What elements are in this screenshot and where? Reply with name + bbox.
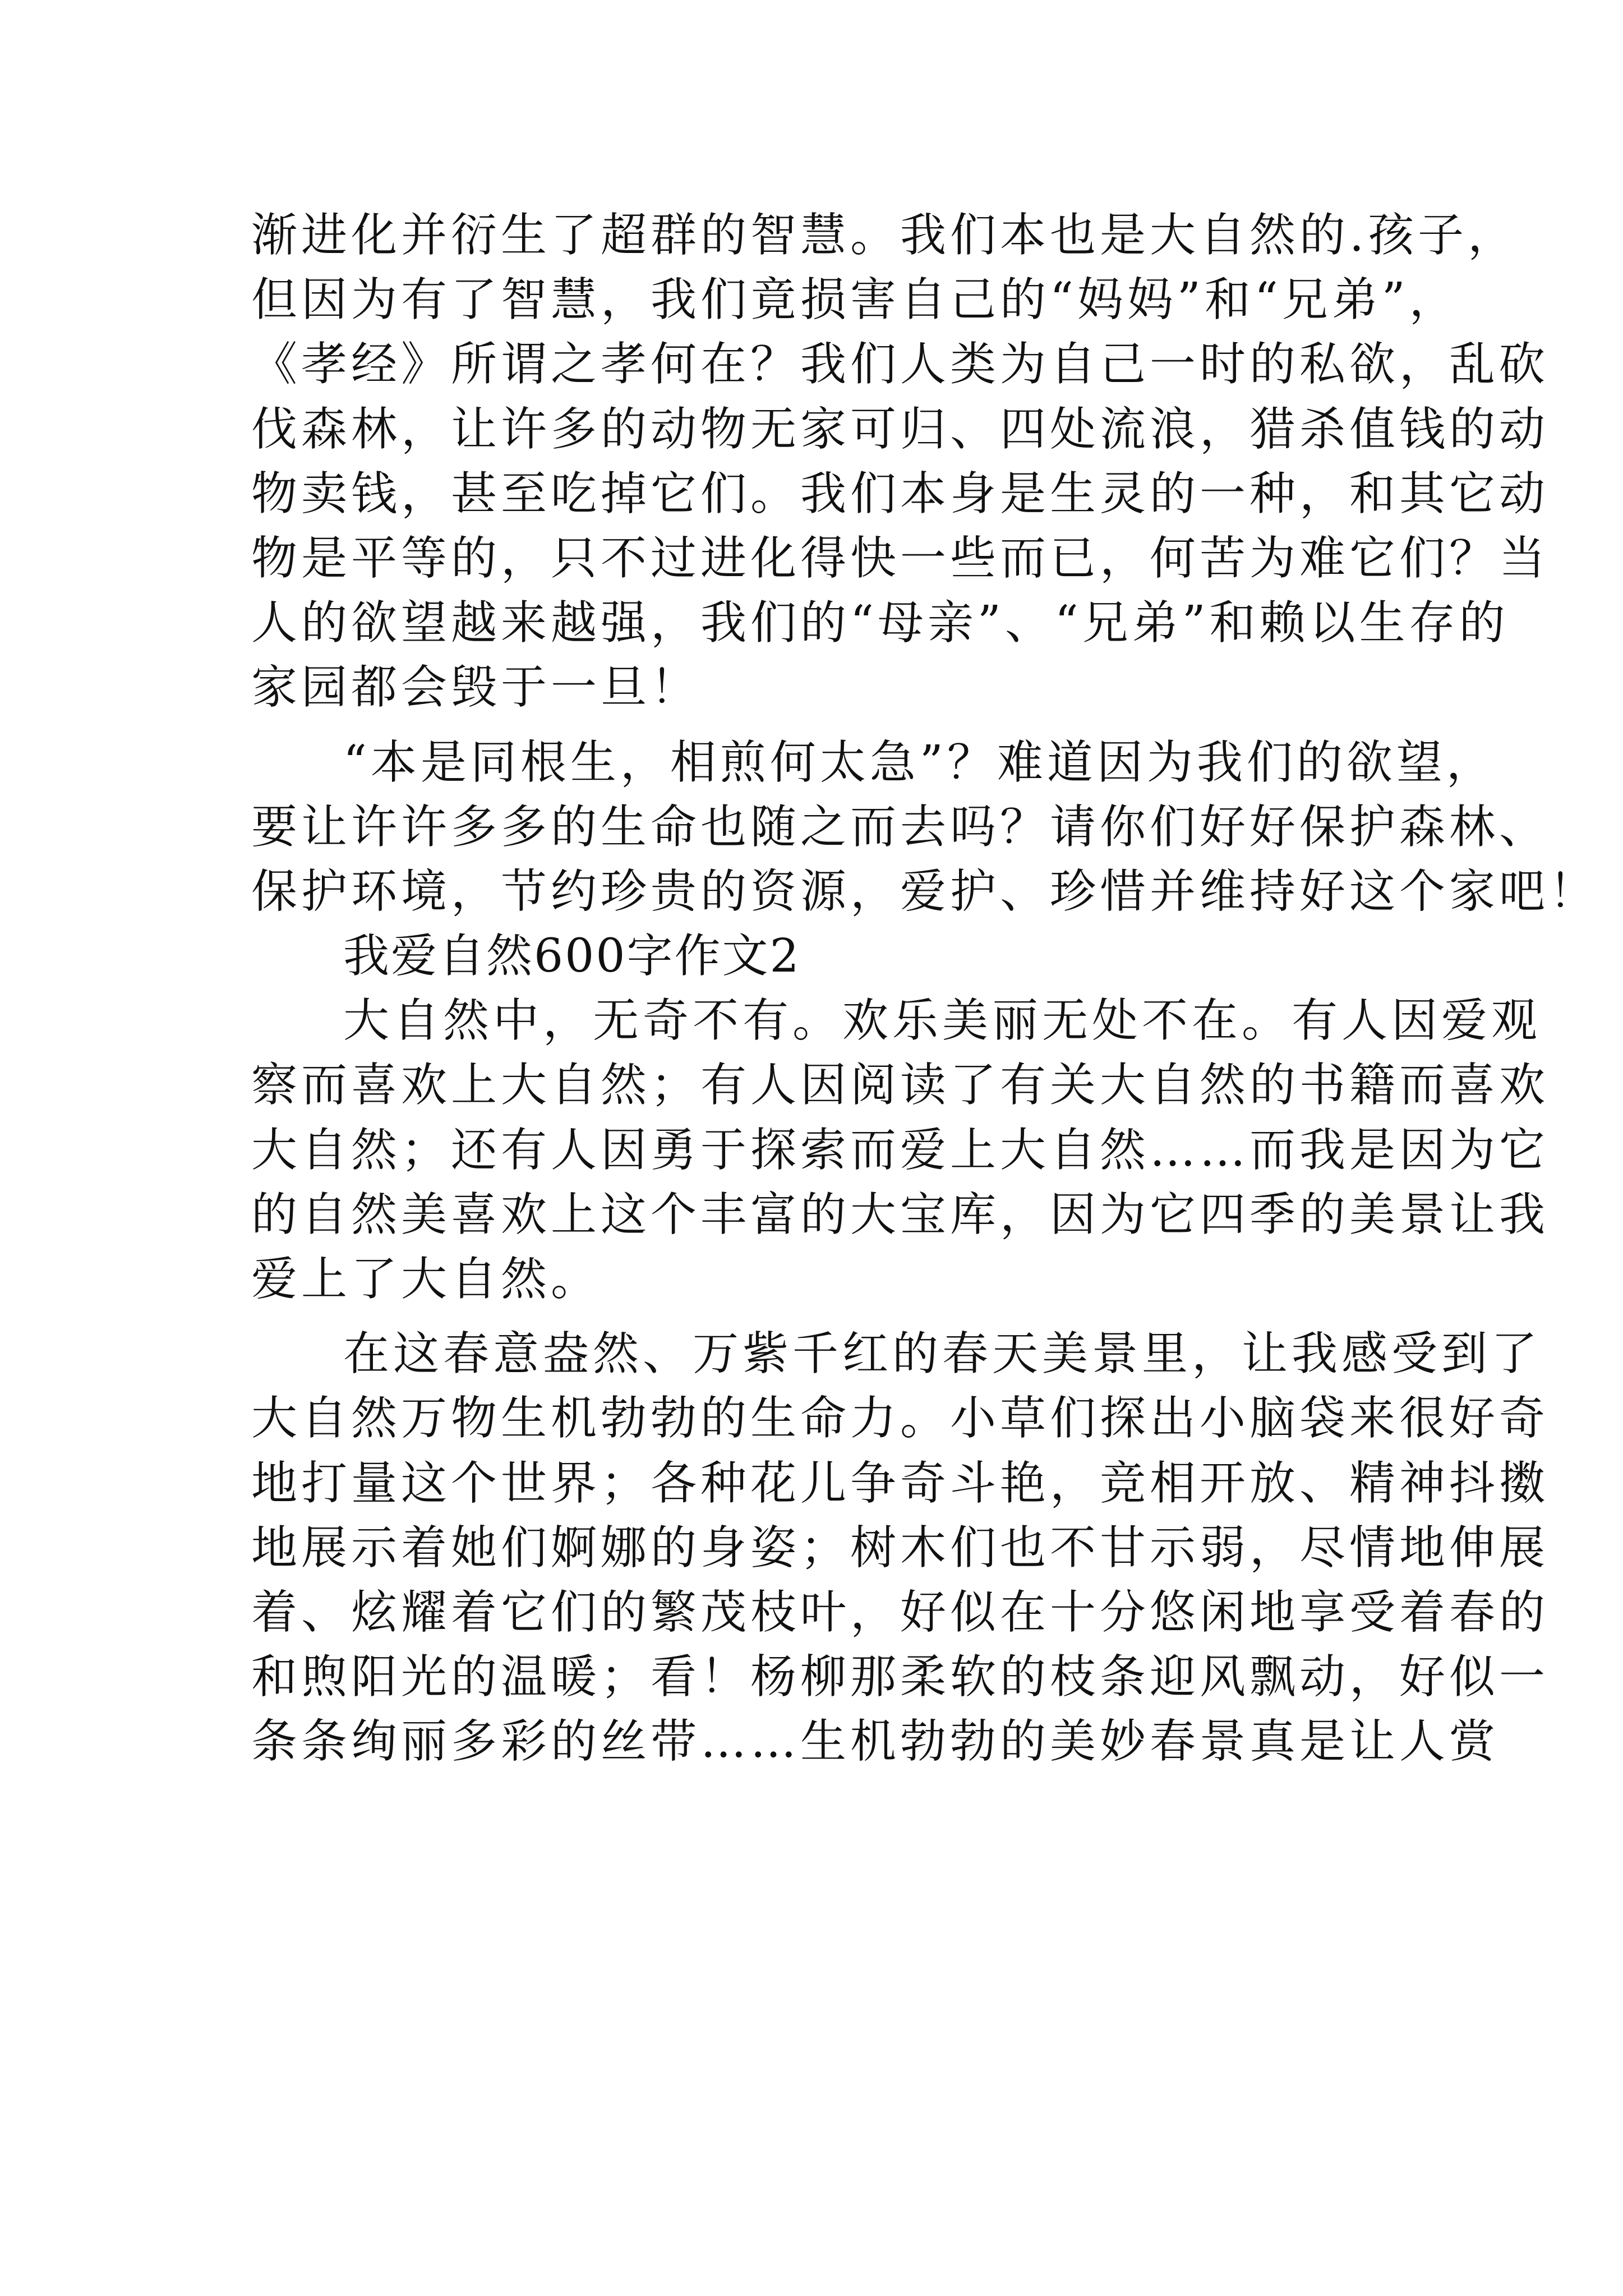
text-line: 物卖钱，甚至吃掉它们。我们本身是生灵的一种，和其它动 — [251, 467, 1550, 521]
text-line: 地打量这个世界；各种花儿争奇斗艳，竞相开放、精神抖擞 — [251, 1456, 1550, 1510]
text-line: 《孝经》所谓之孝何在？我们人类为自己一时的私欲，乱砍 — [251, 338, 1550, 392]
text-line: 察而喜欢上大自然；有人因阅读了有关大自然的书籍而喜欢 — [251, 1059, 1550, 1112]
text-line: 条条绚丽多彩的丝带……生机勃勃的美妙春景真是让人赏 — [251, 1715, 1500, 1769]
text-line: 和煦阳光的温暖；看！杨柳那柔软的枝条迎风飘动，好似一 — [251, 1650, 1550, 1704]
text-line: 要让许许多多的生命也随之而去吗？请你们好好保护森林、 — [251, 800, 1550, 854]
text-line: 爱上了大自然。 — [251, 1253, 601, 1306]
text-line: 着、炫耀着它们的繁茂枝叶，好似在十分悠闲地享受着春的 — [251, 1585, 1550, 1639]
text-line: 渐进化并衍生了超群的智慧。我们本也是大自然的.孩子， — [251, 209, 1518, 262]
document-body — [251, 203, 1599, 1774]
paragraph-start-line: 在这春意盎然、万紫千红的春天美景里，让我感受到了 — [343, 1327, 1542, 1381]
text-line: 但因为有了智慧，我们竟损害自己的“妈妈”和“兄弟”， — [251, 273, 1459, 327]
paragraph-start-line: “本是同根生，相煎何太急”？难道因为我们的欲望， — [343, 735, 1496, 789]
text-line: 大自然；还有人因勇于探索而爱上大自然……而我是因为它 — [251, 1123, 1550, 1177]
text-line: 大自然万物生机勃勃的生命力。小草们探出小脑袋来很好奇 — [251, 1392, 1550, 1446]
text-line: 家园都会毁于一旦！ — [251, 661, 701, 715]
text-line: 物是平等的，只不过进化得快一些而已，何苦为难它们？当 — [251, 531, 1550, 585]
section-heading: 我爱自然600字作文2 — [343, 930, 801, 983]
text-line: 伐森林，让许多的动物无家可归、四处流浪，猎杀值钱的动 — [251, 402, 1550, 456]
text-line: 地展示着她们婀娜的身姿；树木们也不甘示弱，尽情地伸展 — [251, 1521, 1550, 1575]
text-line: 的自然美喜欢上这个丰富的大宝库，因为它四季的美景让我 — [251, 1188, 1550, 1241]
text-line: 保护环境，节约珍贵的资源，爱护、珍惜并维持好这个家吧！ — [251, 864, 1599, 918]
text-line: 人的欲望越来越强，我们的“母亲”、“兄弟”和赖以生存的 — [251, 596, 1509, 650]
paragraph-start-line: 大自然中，无奇不有。欢乐美丽无处不在。有人因爱观 — [343, 994, 1542, 1048]
